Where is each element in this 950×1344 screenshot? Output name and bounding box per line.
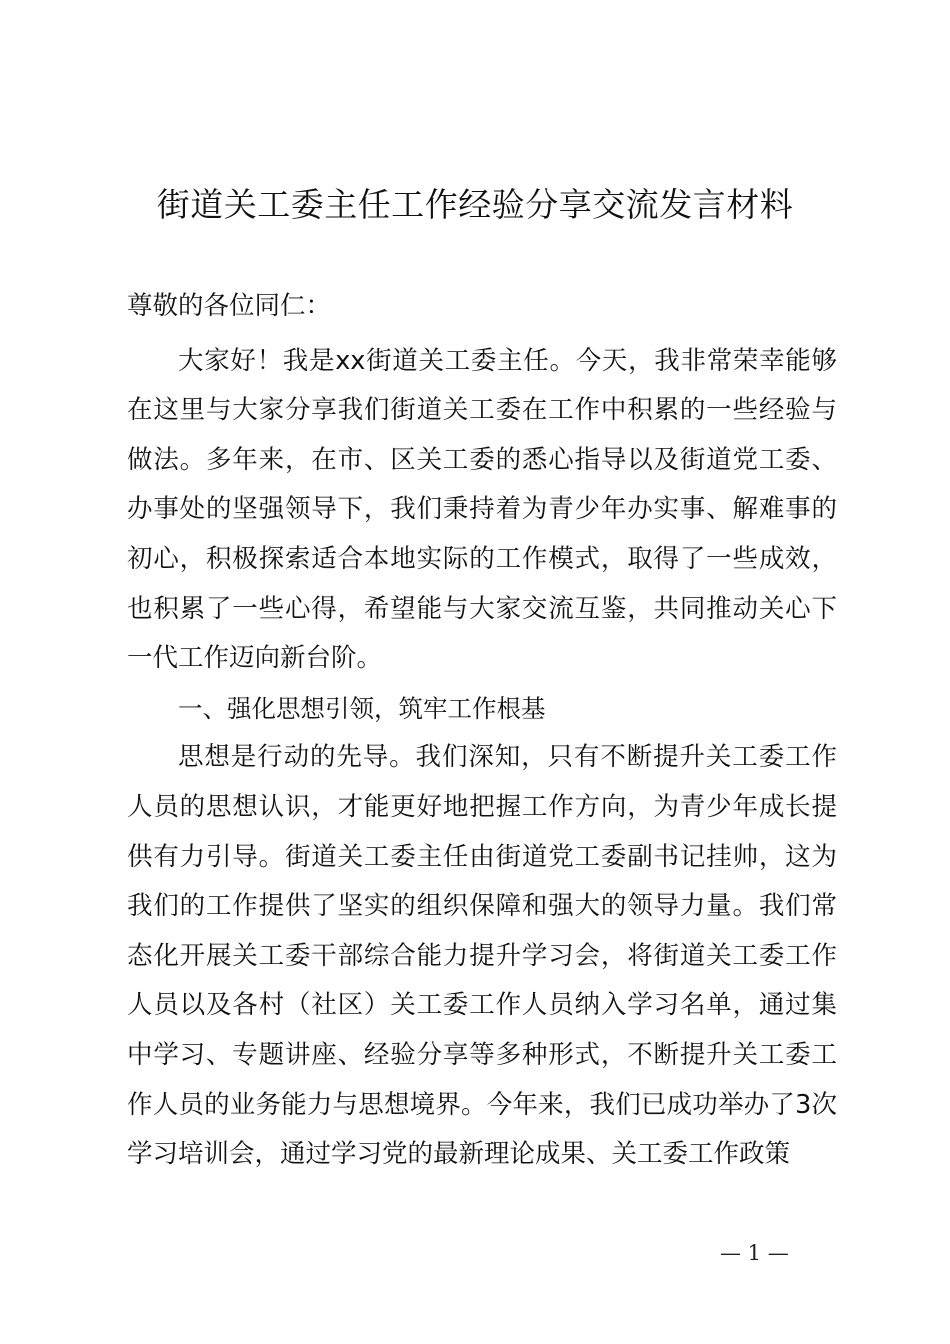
- paragraph-intro: 大家好！我是xx街道关工委主任。今天，我非常荣幸能够在这里与大家分享我们街道关工委在工作中积累的一些经验与做法。多年来，在市、区关工委的悉心指导以及街道党工委、办事处的坚强领导下，我们秉持着为青少年办实事、解难事的初心，积极探索适合本地实际的工作模式，取得了一些成效，也积累了一些心得，希望能与大家交流互鉴，共同推动关心下一代工作迈向新台阶。: [127, 345, 837, 674]
- paragraph-section-1: 思想是行动的先导。我们深知，只有不断提升关工委工作人员的思想认识，才能更好地把握工作方向，为青少年成长提供有力引导。街道关工委主任由街道党工委副书记挂帅，这为我们的工作提供了坚实的组织保障和强大的领导力量。我们常态化开展关工委干部综合能力提升学习会，将街道关工委工作人员以及各村（社区）关工委工作人员纳入学习名单，通过集中学习、专题讲座、经验分享等多种形式，不断提升关工委工作人员的业务能力与思想境界。今年来，我们已成功举办了3次学习培训会，通过学习党的最新理论成果、关工委工作政策: [127, 742, 837, 1170]
- section-heading-1: 一、强化思想引领，筑牢工作根基: [178, 693, 546, 723]
- salutation: 尊敬的各位同仁：: [127, 291, 332, 321]
- document-title: 街道关工委主任工作经验分享交流发言材料: [156, 185, 794, 224]
- page-number: — 1 —: [720, 1241, 789, 1265]
- document-body: [127, 282, 837, 1180]
